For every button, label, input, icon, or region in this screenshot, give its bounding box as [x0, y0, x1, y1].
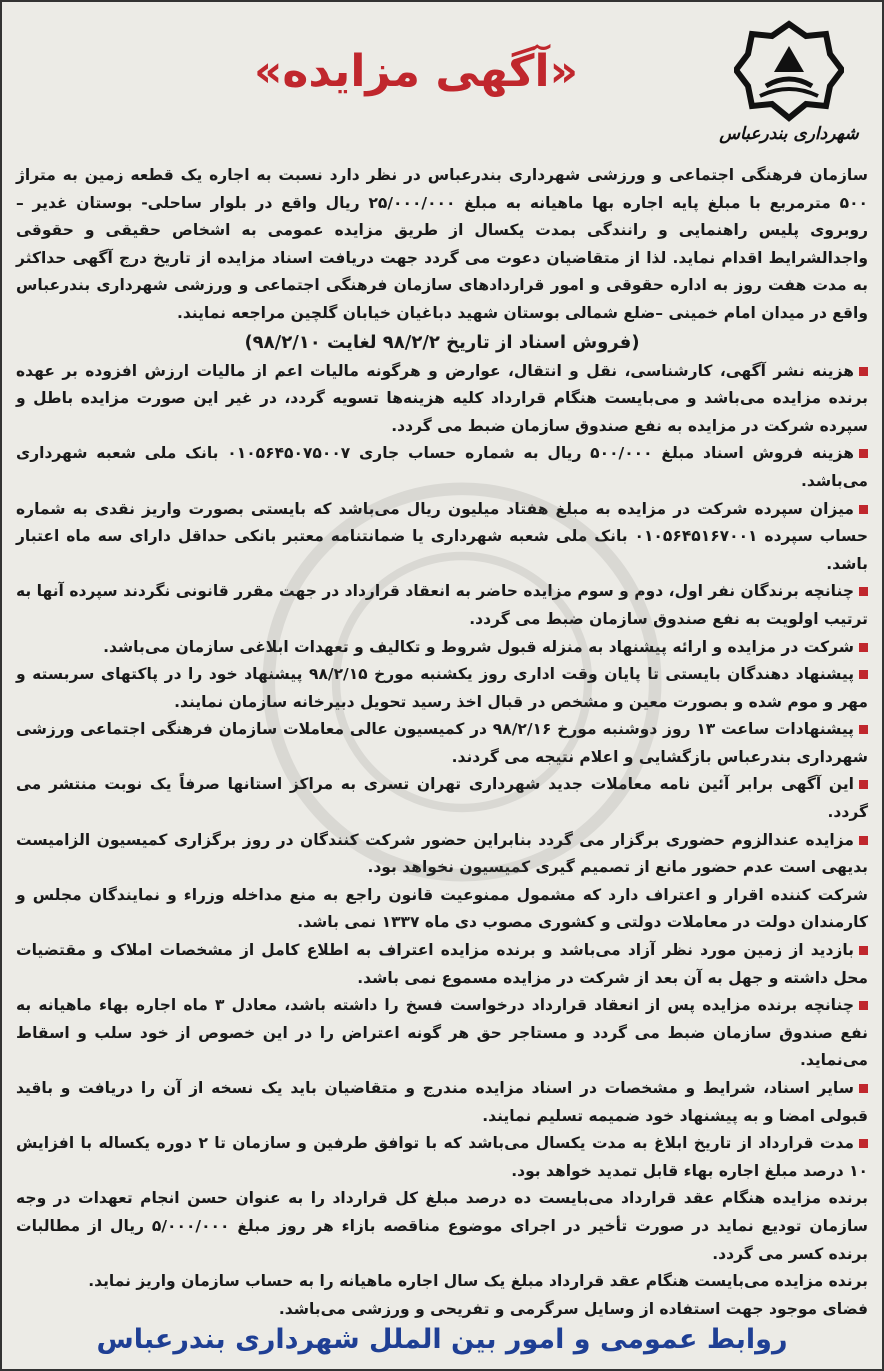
- condition-item: [16, 882, 868, 937]
- bullet-square-icon: [859, 1139, 868, 1148]
- condition-text: پیشنهاد دهندگان بایستی تا پایان وقت اداری روز یکشنبه مورخ ۹۸/۲/۱۵ پیشنهاد خود را در پاکتهای سربسته و مهر و موم شده و بصورت معین و مشخص در قبال اخذ رسید تحویل دبیرخانه سازمان نمایند.: [16, 665, 868, 711]
- condition-text: برنده مزایده می‌بایست هنگام عقد قرارداد مبلغ یک سال اجاره ماهیانه را به حساب سازمان واریز نماید.: [88, 1272, 868, 1291]
- condition-item: [16, 992, 868, 1075]
- condition-item: [16, 1268, 868, 1296]
- condition-item: [16, 496, 868, 579]
- document-sale-dates: (فروش اسناد از تاریخ ۹۸/۲/۲ لغایت ۹۸/۲/۱۰): [244, 331, 640, 353]
- condition-item: [16, 634, 868, 662]
- bullet-square-icon: [859, 449, 868, 458]
- condition-text: برنده مزایده هنگام عقد قرارداد می‌بایست ده درصد مبلغ کل قرارداد را به عنوان حسن انجام تعهدات در وجه سازمان تودیع نماید در صورت تأخیر در اجرای موضوع مناقصه بازاء هر روز مبلغ ۵/۰۰۰/۰۰۰ ریال از مطالبات برنده کسر می گردد.: [16, 1189, 869, 1263]
- condition-text: شرکت در مزایده و ارائه پیشنهاد به منزله قبول شروط و تکالیف و تعهدات ابلاغی سازمان می‌باشد.: [103, 637, 854, 656]
- logo-caption: شهرداری بندرعباس: [719, 124, 859, 144]
- bullet-square-icon: [859, 780, 868, 789]
- bullet-square-icon: [859, 836, 868, 845]
- bullet-square-icon: [859, 946, 868, 955]
- condition-item: [16, 1130, 868, 1185]
- bullet-square-icon: [859, 587, 868, 596]
- bullet-square-icon: [859, 505, 868, 514]
- condition-text: مدت قرارداد از تاریخ ابلاغ به مدت یکسال می‌باشد که با توافق طرفین و سازمان تا ۲ دوره یکساله با افزایش ۱۰ درصد مبلغ اجاره بهاء قابل تمدید خواهد بود.: [16, 1134, 868, 1180]
- bullet-square-icon: [859, 670, 868, 679]
- bullet-square-icon: [859, 367, 868, 376]
- condition-item: [16, 440, 868, 495]
- condition-text: بازدید از زمین مورد نظر آزاد می‌باشد و برنده مزایده اعتراف به اطلاع کامل از مشخصات املاک و مقتضیات محل داشته و جهل به آن بعد از شرکت در مزایده مسموع نمی باشد.: [16, 941, 868, 987]
- condition-text: چنانچه برنده مزایده پس از انعقاد قرارداد درخواست فسخ را داشته باشد، معادل ۳ ماه اجاره بهاء ماهیانه به نفع صندوق سازمان ضبط می گردد و مستاجر حق هر گونه اعتراض را در این خصوص از خود سلب و اسقاط می‌نماید.: [16, 996, 868, 1070]
- condition-item: [16, 716, 868, 771]
- conditions-list: [16, 358, 868, 1324]
- condition-item: [16, 358, 868, 441]
- footer-signature: روابط عمومی و امور بین الملل شهرداری بندرعباس: [96, 1324, 788, 1355]
- condition-text: فضای موجود جهت استفاده از وسایل سرگرمی و تفریحی و ورزشی می‌باشد.: [278, 1299, 868, 1318]
- condition-text: هزینه فروش اسناد مبلغ ۵۰۰/۰۰۰ ریال به شماره حساب جاری ۰۱۰۵۶۴۵۰۷۵۰۰۷ بانک ملی شعبه شهرداری می‌باشد.: [16, 444, 868, 490]
- condition-item: [16, 771, 868, 826]
- condition-item: [16, 1296, 868, 1324]
- ad-title: «آگهی مزایده»: [253, 46, 578, 97]
- condition-item: [16, 827, 868, 882]
- bullet-square-icon: [859, 643, 868, 652]
- condition-text: پیشنهادات ساعت ۱۳ روز دوشنبه مورخ ۹۸/۲/۱۶ در کمیسیون عالی معاملات سازمان فرهنگی اجتماعی ورزشی شهرداری بندرعباس بازگشایی و اعلام نتیجه می گردند.: [16, 720, 868, 766]
- bullet-square-icon: [859, 1001, 868, 1010]
- intro-paragraph: سازمان فرهنگی اجتماعی و ورزشی شهرداری بندرعباس در نظر دارد نسبت به اجاره یک قطعه زمین به متراژ ۵۰۰ مترمربع با مبلغ پایه اجاره بها ماهیانه به مبلغ ۲۵/۰۰۰/۰۰۰ ریال واقع در بلوار ساحلی- بوستان غدیر – روبروی پلیس راهنمایی و رانندگی بمدت یکسال از طریق مزایده عمومی به اشخاص حقیقی و حقوقی واجدالشرایط اقدام نماید. لذا از متقاضیان دعوت می گردد جهت دریافت اسناد مزایده از تاریخ درج آگهی حداکثر به مدت هفت روز به اداره حقوقی و امور قراردادهای سازمان فرهنگی اجتماعی و ورزشی شهرداری بندرعباس واقع در میدان امام خمینی –ضلع شمالی بوستان شهید دباغیان خیابان گلچین مراجعه نمایند.: [16, 166, 868, 322]
- condition-item: [16, 661, 868, 716]
- condition-text: چنانچه برندگان نفر اول، دوم و سوم مزایده حاضر به انعقاد قرارداد در جهت مقرر قانونی نگردند سپرده آنها به ترتیب اولویت به نفع صندوق سازمان ضبط می گردد.: [16, 582, 868, 628]
- condition-item: [16, 937, 868, 992]
- municipality-logo: [714, 20, 864, 158]
- header: [16, 12, 868, 162]
- condition-text: میزان سپرده شرکت در مزایده به مبلغ هفتاد میلیون ریال می‌باشد که بایستی بصورت واریز نقدی به شماره حساب سپرده ۰۱۰۵۶۴۵۱۶۷۰۰۱ بانک ملی شعبه شهرداری یا ضمانتنامه معتبر بانکی حداقل دارای سه ماه اعتبار باشد.: [16, 499, 868, 573]
- condition-text: هزینه نشر آگهی، کارشناسی، نقل و انتقال، عوارض و هرگونه مالیات اعم از مالیات ارزش افزوده بر عهده برنده مزایده می‌باشد و می‌بایست هنگام قرارداد کلیه هزینه‌ها تسویه گردد، در غیر این صورت مزایده باطل و سپرده شرکت در مزایده به نفع صندوق سازمان ضبط می گردد.: [16, 361, 868, 435]
- logo-emblem-icon: [734, 20, 844, 122]
- bullet-square-icon: [859, 725, 868, 734]
- condition-item: [16, 1185, 868, 1268]
- condition-text: این آگهی برابر آئین نامه معاملات جدید شهرداری تهران تسری به مراکز استانها صرفاً یک نوبت منتشر می گردد.: [16, 775, 868, 822]
- condition-item: [16, 578, 868, 633]
- ad-body: [16, 162, 868, 1323]
- bullet-square-icon: [859, 1084, 868, 1093]
- condition-text: سایر اسناد، شرایط و مشخصات در اسناد مزایده مندرج و متقاضیان باید یک نسخه از آن را دریافت و باقید قبولی امضا و به پیشنهاد خود ضمیمه تسلیم نمایند.: [16, 1079, 868, 1125]
- condition-text: شرکت کننده اقرار و اعتراف دارد که مشمول ممنوعیت قانون راجع به منع مداخله وزراء و نمایندگان مجلس و کارمندان دولت در معاملات دولتی و کشوری مصوب دی ماه ۱۳۳۷ نمی باشد.: [16, 885, 868, 932]
- condition-item: [16, 1075, 868, 1130]
- condition-text: مزایده عندالزوم حضوری برگزار می گردد بنابراین حضور شرکت کنندگان در روز برگزاری کمیسیون الزامیست بدیهی است عدم حضور مانع از تصمیم گیری کمیسیون نخواهد بود.: [16, 830, 868, 877]
